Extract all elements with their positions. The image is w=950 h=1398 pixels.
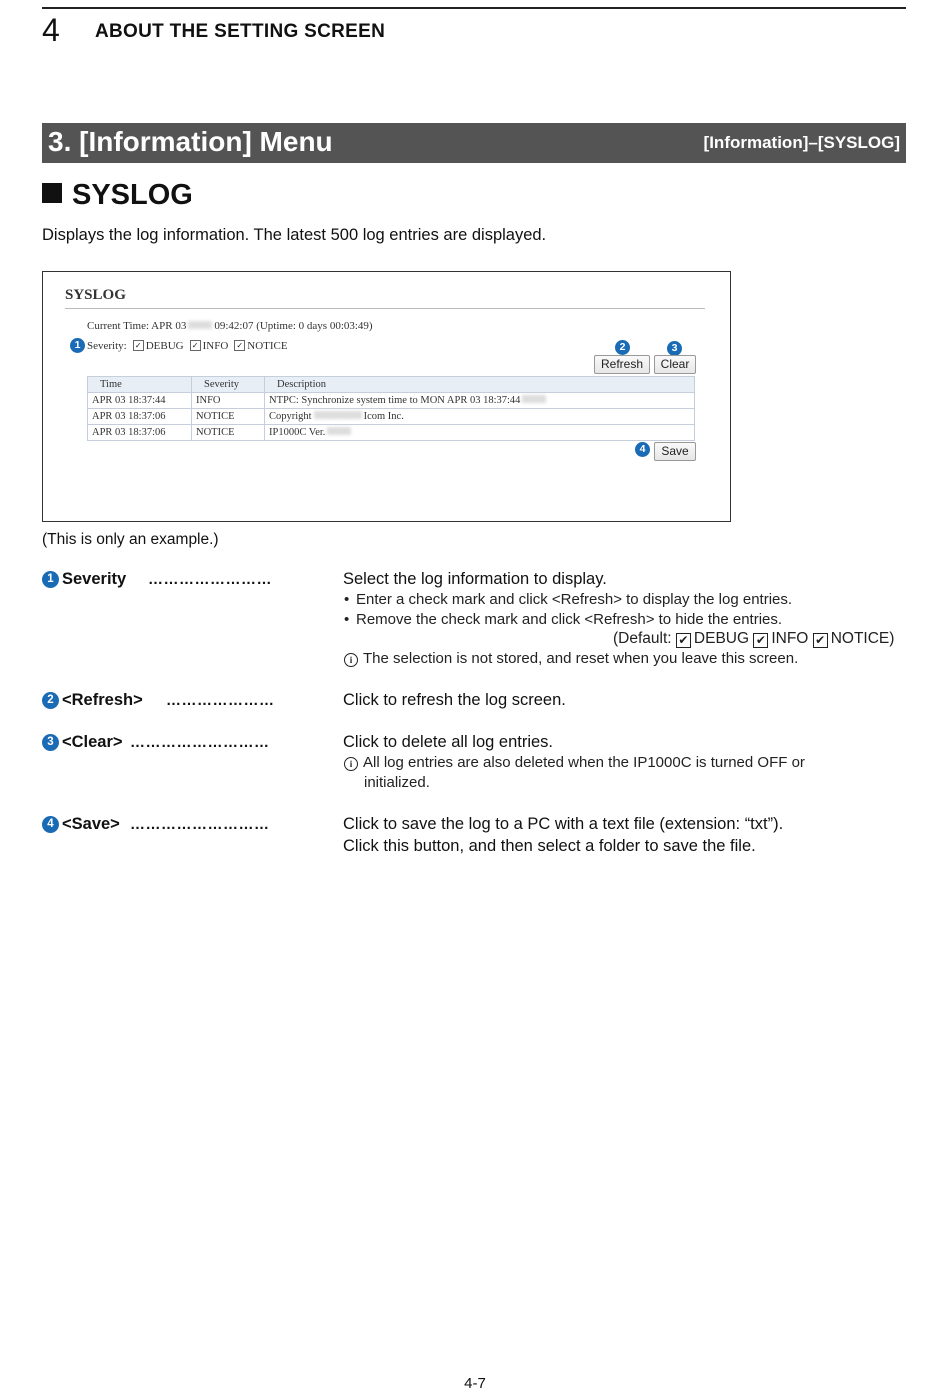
item-save-desc-2: Click this button, and then select a folder to save the file. [343, 837, 756, 855]
syslog-screenshot [42, 271, 731, 522]
check-icon: ✔ [676, 633, 691, 648]
cell-description [265, 425, 695, 441]
redacted-mark [188, 321, 212, 329]
check-icon: ✔ [813, 633, 828, 648]
item-severity-desc: Select the log information to display. [343, 570, 607, 588]
item-save-desc: Click to save the log to a PC with a text file (extension: “txt”). [343, 815, 784, 833]
number-icon: 4 [42, 816, 59, 833]
item-label-text: <Clear> [62, 733, 123, 751]
log-header-row [88, 377, 695, 393]
debug-checkbox[interactable]: ✓ [133, 340, 144, 351]
number-icon: 3 [42, 734, 59, 751]
desc-text-b: Icom Inc. [363, 411, 404, 422]
notice-checkbox[interactable]: ✓ [234, 340, 245, 351]
col-severity: Severity [192, 377, 265, 393]
info-label: INFO [202, 340, 229, 352]
item-refresh-label [42, 691, 143, 710]
col-time: Time [88, 377, 192, 393]
redacted-mark [327, 427, 351, 435]
number-icon: 2 [42, 692, 59, 709]
cell-time: APR 03 18:37:06 [88, 409, 192, 425]
bullet-text: Enter a check mark and click <Refresh> to display the log entries. [356, 591, 793, 608]
bullet-icon: • [344, 591, 350, 608]
menu-band [42, 123, 906, 163]
page-number: 4-7 [464, 1375, 486, 1392]
chapter-number: 4 [42, 12, 60, 48]
leader-dots: ……………………… [130, 734, 270, 751]
table-row [88, 409, 695, 425]
square-bullet-icon [42, 183, 62, 203]
item-refresh-desc: Click to refresh the log screen. [343, 691, 566, 709]
current-time-suffix: 09:42:07 (Uptime: 0 days 00:03:49) [214, 320, 373, 332]
menu-path: [Information]–[SYSLOG] [703, 133, 900, 152]
item-clear-desc: Click to delete all log entries. [343, 733, 554, 751]
note-text: All log entries are also deleted when the IP1000C is turned OFF or [363, 754, 805, 771]
default-values [613, 630, 894, 648]
info-icon: i [344, 653, 358, 667]
current-time [87, 320, 373, 332]
cell-severity: NOTICE [192, 425, 265, 441]
desc-text: IP1000C Ver. [269, 427, 326, 438]
callout-3: 3 [667, 341, 682, 356]
section-title [42, 177, 193, 213]
severity-row [87, 340, 288, 352]
note-text: The selection is not stored, and reset when you leave this screen. [363, 650, 799, 667]
callout-4: 4 [635, 442, 650, 457]
item-label-text: Severity [62, 570, 127, 588]
clear-button[interactable]: Clear [654, 355, 696, 374]
leader-dots: ……………………… [130, 816, 270, 833]
default-debug: DEBUG [693, 630, 750, 647]
desc-text-a: Copyright [269, 411, 312, 422]
menu-title: 3. [Information] Menu [48, 126, 333, 157]
number-icon: 1 [42, 571, 59, 588]
debug-label: DEBUG [145, 340, 184, 352]
callout-2: 2 [615, 340, 630, 355]
current-time-prefix: Current Time: APR 03 [87, 320, 187, 332]
example-caption: (This is only an example.) [42, 531, 219, 548]
severity-label: Severity: [87, 340, 127, 352]
col-description: Description [265, 377, 695, 393]
note-continuation: initialized. [364, 774, 430, 791]
redacted-mark [314, 411, 362, 419]
chapter-title: ABOUT THE SETTING SCREEN [95, 21, 386, 42]
table-row [88, 393, 695, 409]
note [344, 754, 805, 771]
default-info: INFO [771, 630, 809, 647]
leader-dots: …………………… [148, 571, 272, 588]
note [344, 650, 798, 667]
desc-text: NTPC: Synchronize system time to MON APR 03 18:37:44 [269, 395, 521, 406]
header-rule [42, 7, 906, 9]
default-prefix: (Default: [613, 630, 672, 647]
item-label-text: <Refresh> [62, 691, 143, 709]
bullet-item [344, 611, 782, 628]
syslog-title: SYSLOG [65, 287, 126, 303]
notice-label: NOTICE [247, 340, 288, 352]
callout-1: 1 [70, 338, 85, 353]
section-description: Displays the log information. The latest 500 log entries are displayed. [42, 226, 547, 244]
info-icon: i [344, 757, 358, 771]
default-notice: NOTICE) [830, 630, 895, 647]
table-row [88, 425, 695, 441]
bullet-icon: • [344, 611, 350, 628]
title-rule [65, 308, 705, 309]
refresh-button[interactable]: Refresh [594, 355, 650, 374]
item-severity-label [42, 570, 126, 589]
log-table [87, 376, 695, 441]
section-title-text: SYSLOG [72, 179, 193, 211]
cell-time: APR 03 18:37:06 [88, 425, 192, 441]
check-icon: ✔ [753, 633, 768, 648]
cell-description [265, 409, 695, 425]
cell-description [265, 393, 695, 409]
save-button[interactable]: Save [654, 442, 696, 461]
cell-time: APR 03 18:37:44 [88, 393, 192, 409]
item-clear-label [42, 733, 123, 752]
cell-severity: INFO [192, 393, 265, 409]
item-label-text: <Save> [62, 815, 120, 833]
bullet-item [344, 591, 792, 608]
cell-severity: NOTICE [192, 409, 265, 425]
redacted-mark [522, 395, 546, 403]
bullet-text: Remove the check mark and click <Refresh> to hide the entries. [356, 611, 783, 628]
info-checkbox[interactable]: ✓ [190, 340, 201, 351]
item-save-label [42, 815, 120, 834]
leader-dots: ………………… [166, 692, 275, 709]
